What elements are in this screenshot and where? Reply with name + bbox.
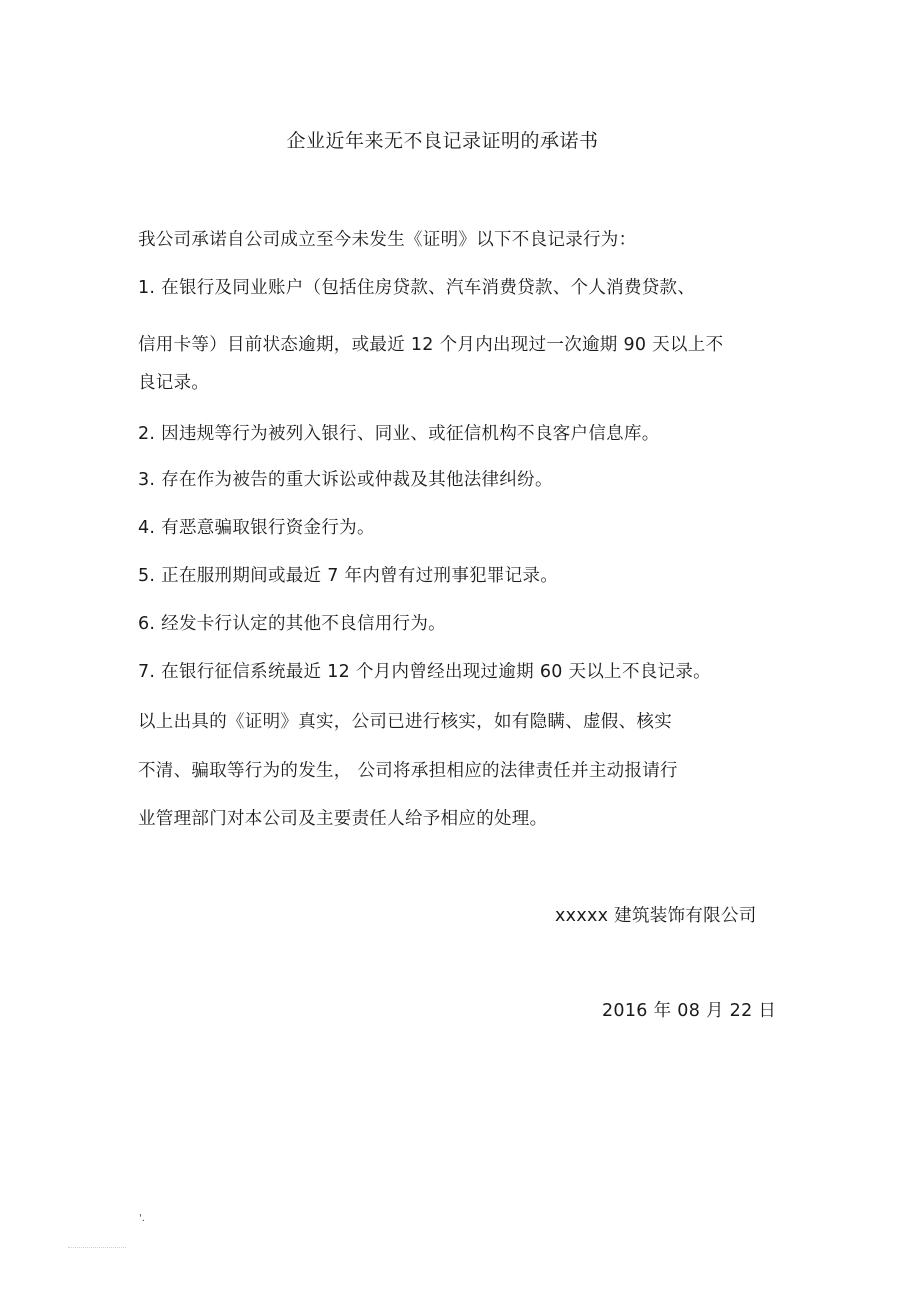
item-4: 4. 有恶意骗取银行资金行为。 (138, 518, 375, 538)
item-6: 6. 经发卡行认定的其他不良信用行为。 (138, 614, 446, 634)
company-signature: xxxxx 建筑装饰有限公司 (555, 906, 757, 926)
item-5: 5. 正在服刑期间或最近 7 年内曾有过刑事犯罪记录。 (138, 566, 559, 586)
item-1-line-2: 信用卡等）目前状态逾期，或最近 12 个月内出现过一次逾期 90 天以上不 (138, 335, 724, 355)
item-3: 3. 存在作为被告的重大诉讼或仲裁及其他法律纠纷。 (138, 470, 553, 490)
item-1-line-1: 1. 在银行及同业账户（包括住房贷款、汽车消费贷款、个人消费贷款、 (138, 278, 696, 298)
item-1-line-3: 良记录。 (138, 373, 210, 393)
footer-mark: '. (139, 1213, 145, 1224)
document-title: 企业近年来无不良记录证明的承诺书 (286, 130, 599, 152)
item-2: 2. 因违规等行为被列入银行、同业、或征信机构不良客户信息库。 (138, 424, 660, 444)
intro-text: 我公司承诺自公司成立至今未发生《证明》以下不良记录行为： (138, 230, 637, 250)
document-date: 2016 年 08 月 22 日 (602, 1001, 777, 1021)
item-7: 7. 在银行征信系统最近 12 个月内曾经出现过逾期 60 天以上不良记录。 (138, 662, 711, 682)
closing-line-1: 以上出具的《证明》真实，公司已进行核实，如有隐瞒、虚假、核实 (138, 712, 672, 732)
closing-line-2: 不清、骗取等行为的发生， 公司将承担相应的法律责任并主动报请行 (138, 761, 678, 781)
closing-line-3: 业管理部门对本公司及主要责任人给予相应的处理。 (138, 809, 548, 829)
footer-dotted-line (68, 1247, 126, 1248)
